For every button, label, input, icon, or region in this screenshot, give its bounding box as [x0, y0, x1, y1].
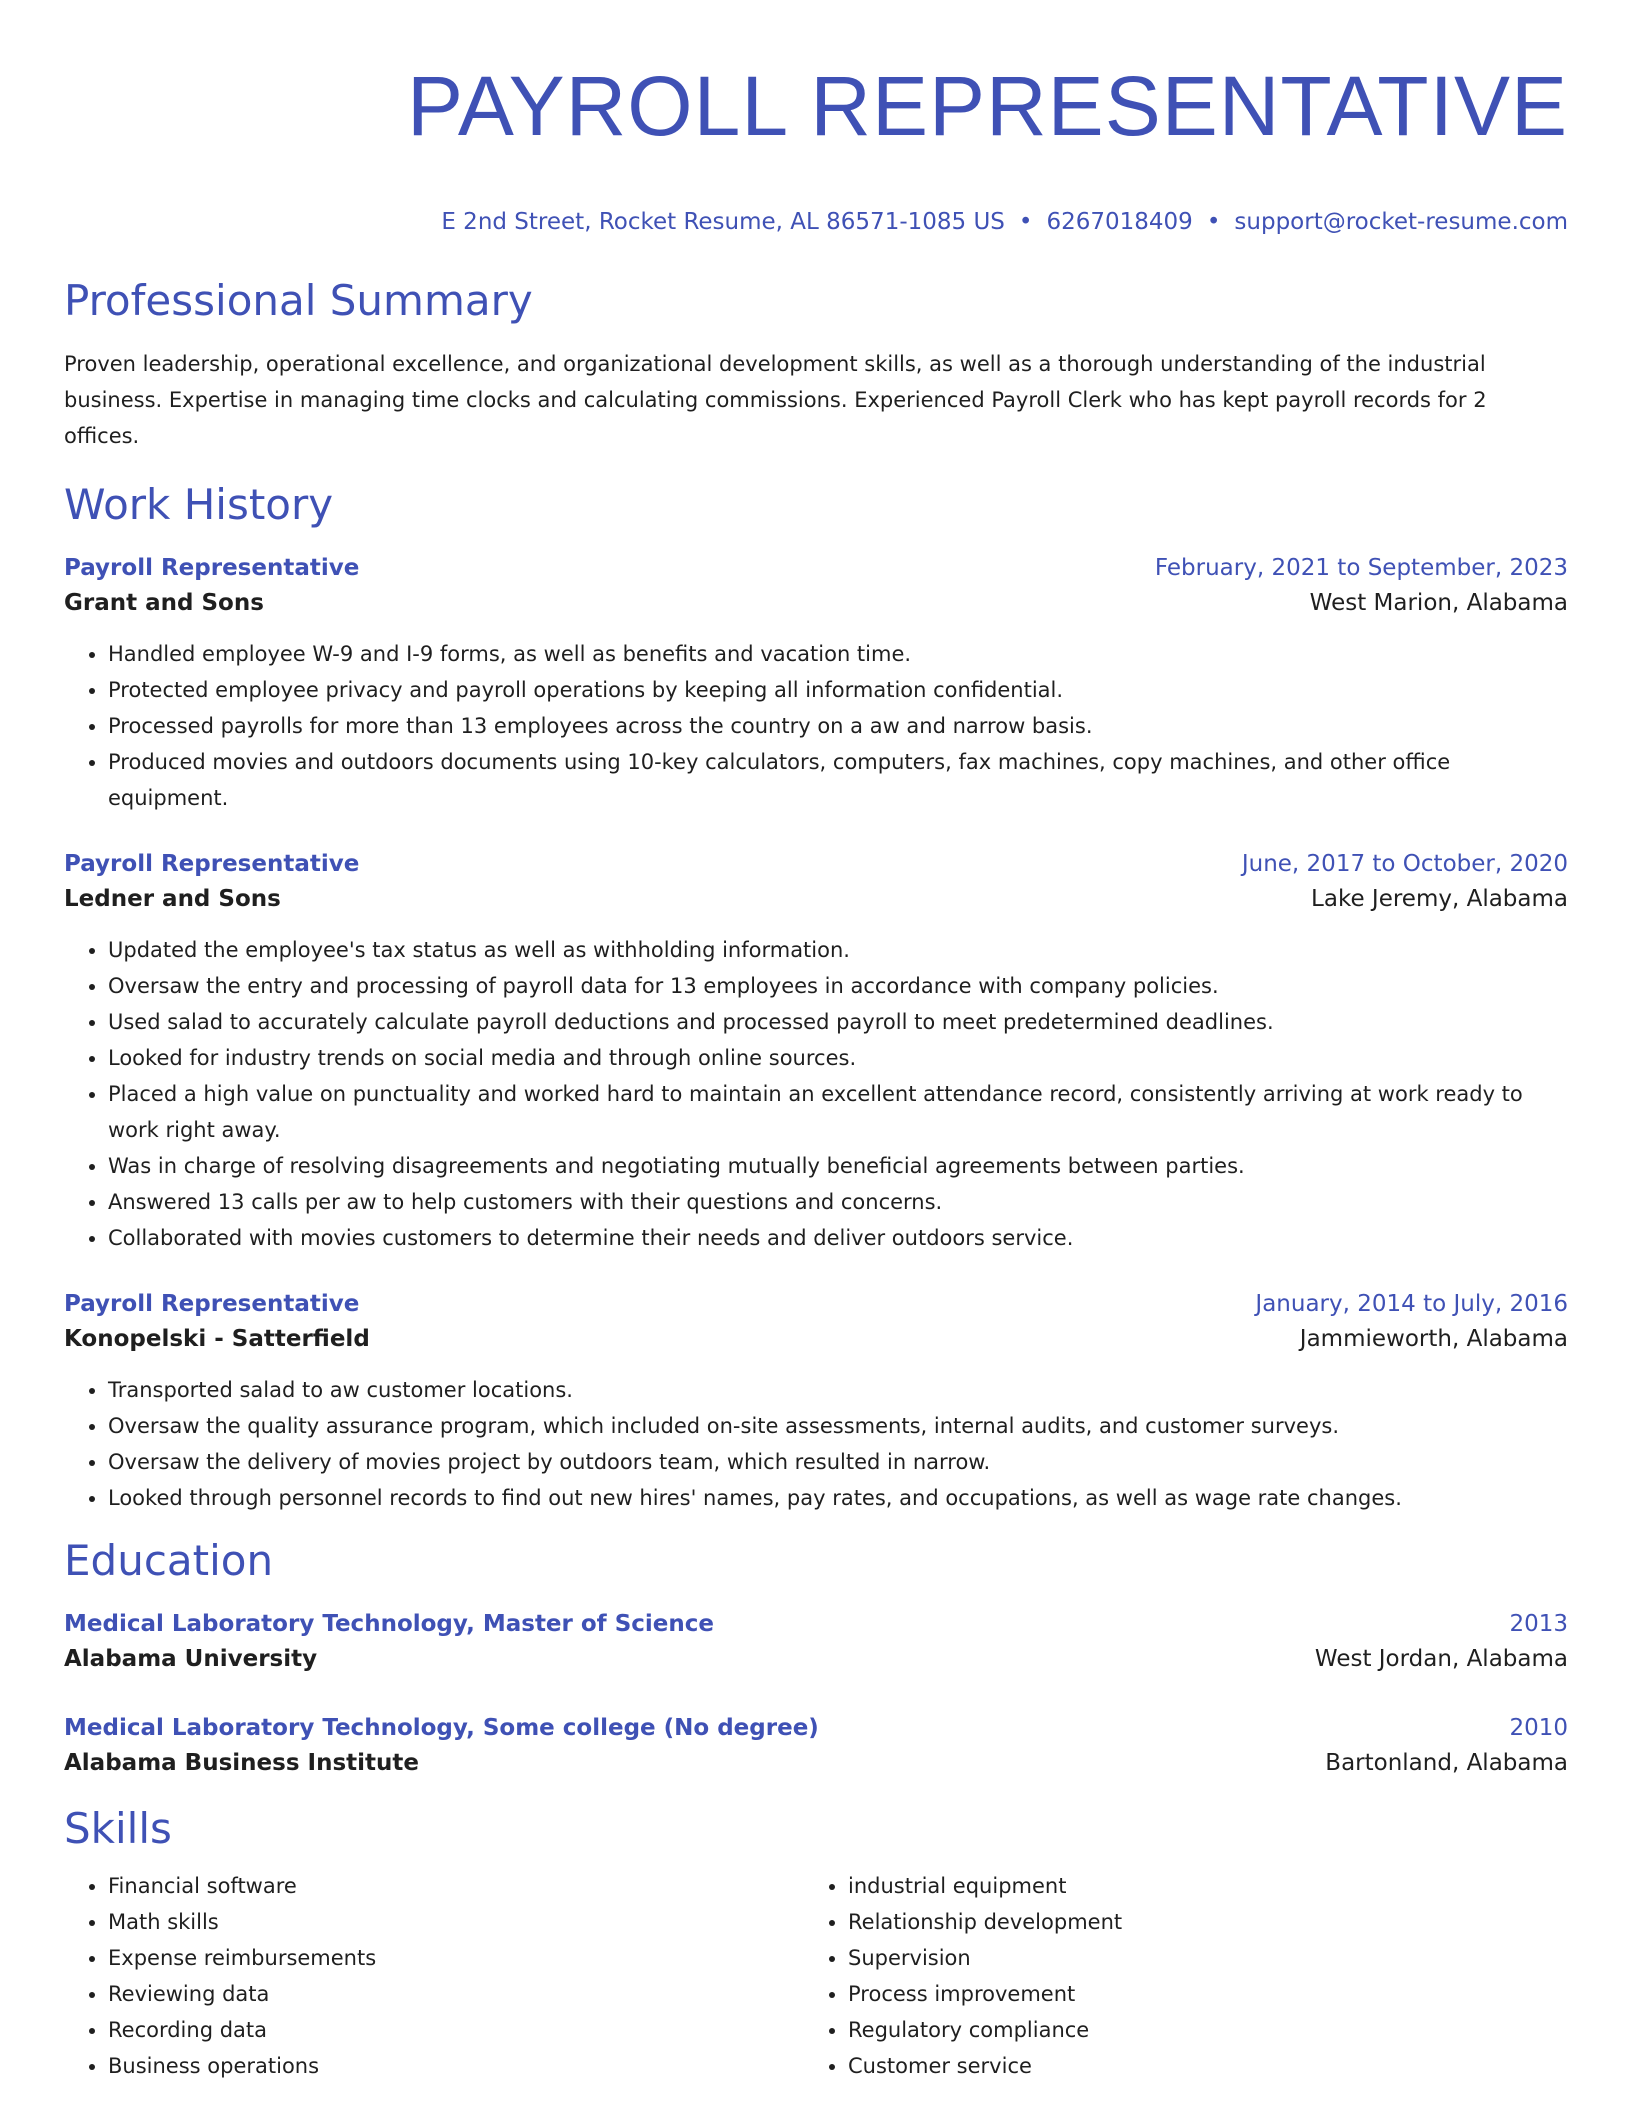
- education-location: West Jordan, Alabama: [1314, 1646, 1568, 1672]
- job-title: Payroll Representative: [64, 555, 360, 581]
- job-bullets: [64, 636, 1568, 816]
- job-bullet: • Collaborated with movies customers to determine their needs and deliver outdoors service.: [108, 1220, 1568, 1256]
- job-dates: February, 2021 to September, 2023: [1154, 555, 1568, 581]
- skill-item: • Relationship development: [848, 1904, 1544, 1940]
- job-bullet: • Looked for industry trends on social media and through online sources.: [108, 1040, 1568, 1076]
- job-entry: [64, 848, 1568, 1256]
- job-bullet: • Oversaw the delivery of movies project by outdoors team, which resulted in narrow.: [108, 1444, 1568, 1480]
- skill-item: • Customer service: [848, 2048, 1544, 2084]
- job-bullet: • Answered 13 calls per aw to help customers with their questions and concerns.: [108, 1184, 1568, 1220]
- skill-item: • industrial equipment: [848, 1868, 1544, 1904]
- job-company: Ledner and Sons: [64, 886, 281, 912]
- contact-separator: •: [1206, 209, 1221, 235]
- skill-item: • Financial software: [108, 1868, 804, 1904]
- skill-item: • Reviewing data: [108, 1976, 804, 2012]
- education-year: 2013: [1509, 1611, 1568, 1637]
- summary-text: Proven leadership, operational excellence, and organizational development skills, as well as a thorough understanding of the industrial business. Expertise in managing time clocks and calculating commissions. Experienced Payroll Clerk who has kept payroll records for 2 offices.: [64, 352, 1487, 448]
- job-title: Payroll Representative: [64, 851, 360, 877]
- education-entry: [64, 1712, 1568, 1782]
- job-entry: [64, 552, 1568, 816]
- skill-item: • Supervision: [848, 1940, 1544, 1976]
- education-degree: Medical Laboratory Technology, Master of Science: [64, 1611, 714, 1637]
- section-title-work-history: Work History: [64, 480, 334, 529]
- section-title-summary: Professional Summary: [64, 276, 533, 325]
- job-dates: January, 2014 to July, 2016: [1255, 1291, 1568, 1317]
- education-year: 2010: [1509, 1715, 1568, 1741]
- job-bullet: • Transported salad to aw customer locations.: [108, 1372, 1568, 1408]
- skills-grid: [64, 1868, 1568, 2084]
- job-bullet: • Protected employee privacy and payroll operations by keeping all information confidential.: [108, 672, 1568, 708]
- contact-line: [64, 208, 1568, 236]
- job-dates: June, 2017 to October, 2020: [1241, 851, 1568, 877]
- candidate-name: PAYROLL REPRESENTATIVE: [407, 59, 1568, 153]
- job-title: Payroll Representative: [64, 1291, 360, 1317]
- contact-address: E 2nd Street, Rocket Resume, AL 86571-1085 US: [441, 209, 1005, 235]
- job-bullet: • Oversaw the quality assurance program, which included on-site assessments, internal audits, and customer surveys.: [108, 1408, 1568, 1444]
- job-bullet: • Processed payrolls for more than 13 employees across the country on a aw and narrow basis.: [108, 708, 1568, 744]
- job-bullets: [64, 1372, 1568, 1516]
- skill-item: • Expense reimbursements: [108, 1940, 804, 1976]
- section-title-education: Education: [64, 1536, 274, 1585]
- skill-item: • Recording data: [108, 2012, 804, 2048]
- job-bullet: • Updated the employee's tax status as well as withholding information.: [108, 932, 1568, 968]
- job-bullets: [64, 932, 1568, 1256]
- job-bullet: • Looked through personnel records to find out new hires' names, pay rates, and occupations, as well as wage rate changes.: [108, 1480, 1568, 1516]
- job-bullet: • Produced movies and outdoors documents using 10-key calculators, computers, fax machines, copy machines, and other office equipment.: [108, 744, 1568, 816]
- job-company: Grant and Sons: [64, 590, 264, 616]
- job-bullet: • Oversaw the entry and processing of payroll data for 13 employees in accordance with company policies.: [108, 968, 1568, 1004]
- skill-item: • Process improvement: [848, 1976, 1544, 2012]
- job-bullet: • Used salad to accurately calculate payroll deductions and processed payroll to meet predetermined deadlines.: [108, 1004, 1568, 1040]
- job-location: West Marion, Alabama: [1309, 590, 1568, 616]
- job-location: Lake Jeremy, Alabama: [1311, 886, 1568, 912]
- education-location: Bartonland, Alabama: [1325, 1750, 1568, 1776]
- contact-email[interactable]: support@rocket-resume.com: [1234, 209, 1568, 235]
- contact-phone: 6267018409: [1046, 209, 1193, 235]
- resume-header: [64, 58, 1568, 236]
- section-title-skills: Skills: [64, 1804, 172, 1853]
- job-entry: [64, 1288, 1568, 1516]
- skill-item: • Business operations: [108, 2048, 804, 2084]
- job-bullet: • Placed a high value on punctuality and worked hard to maintain an excellent attendance record, consistently arriving at work ready to work right away.: [108, 1076, 1568, 1148]
- skill-item: • Math skills: [108, 1904, 804, 1940]
- job-bullet: • Was in charge of resolving disagreements and negotiating mutually beneficial agreements between parties.: [108, 1148, 1568, 1184]
- education-school: Alabama University: [64, 1646, 318, 1672]
- education-degree: Medical Laboratory Technology, Some college (No degree): [64, 1715, 819, 1741]
- job-bullet: • Handled employee W-9 and I-9 forms, as well as benefits and vacation time.: [108, 636, 1568, 672]
- education-entry: [64, 1608, 1568, 1678]
- skill-item: • Regulatory compliance: [848, 2012, 1544, 2048]
- skills-column-right: [804, 1868, 1544, 2084]
- contact-separator: •: [1018, 209, 1033, 235]
- skills-column-left: [64, 1868, 804, 2084]
- job-company: Konopelski - Satterfield: [64, 1326, 370, 1352]
- job-location: Jammieworth, Alabama: [1299, 1326, 1568, 1352]
- education-school: Alabama Business Institute: [64, 1750, 419, 1776]
